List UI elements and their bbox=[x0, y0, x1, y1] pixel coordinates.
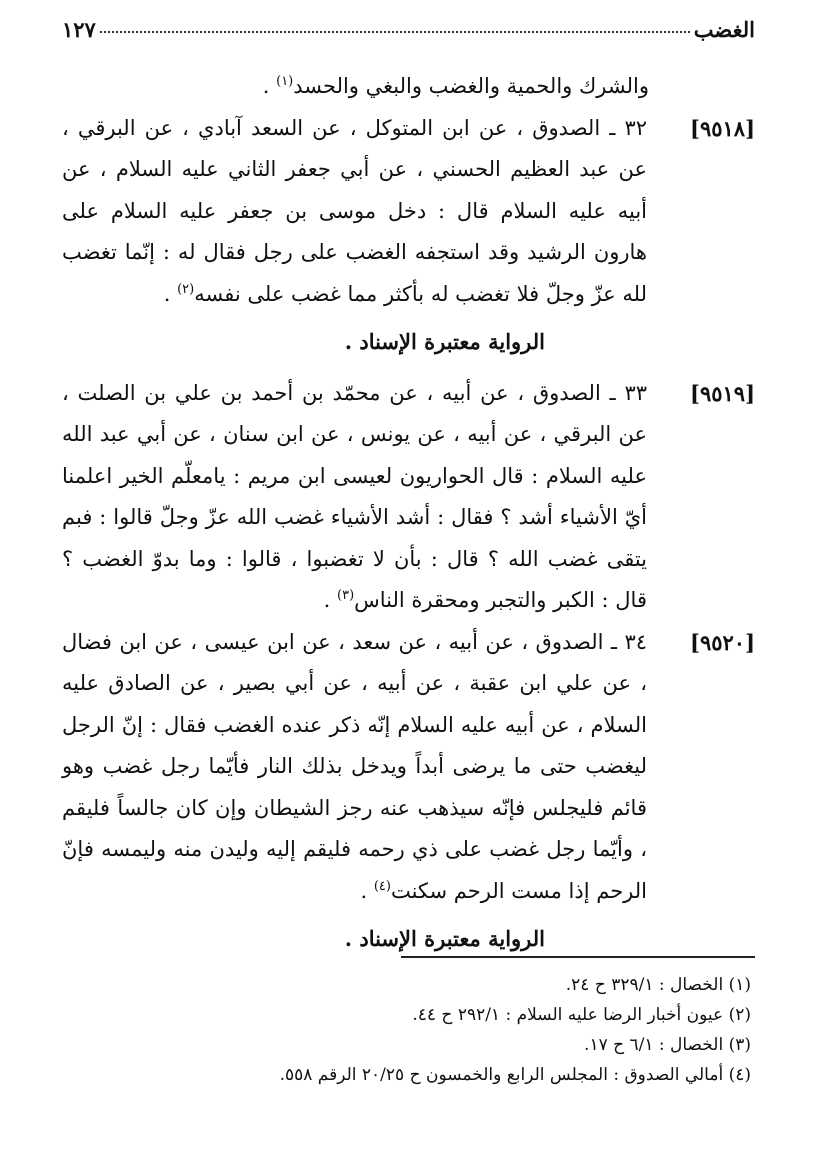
hadith-number: [٩٥٢٠] bbox=[690, 629, 755, 655]
hadith-text bbox=[62, 373, 647, 622]
footnote-separator bbox=[401, 956, 755, 958]
hadith-body: ٣٢ ـ الصدوق ، عن ابن المتوكل ، عن السعد آبادي ، عن البرقي ، عن عبد العظيم الحسني ، عن أبي جعفر الثاني عليه السلام ، عن أبيه عليه السلام قال : دخل موسى بن جعفر عليه السلام على هارون الرشيد وقد استجفه الغضب على رجل فقال له : إنّما تغضب لله عزّ وجلّ فلا تغضب له بأكثر مما غضب على نفسه bbox=[62, 115, 647, 306]
footnote-ref: (٣) bbox=[337, 588, 355, 603]
hadith-number: [٩٥١٩] bbox=[690, 380, 755, 406]
sentence-end: . bbox=[262, 74, 277, 98]
chapter-title: الغضب bbox=[693, 17, 755, 42]
hadith-9518 bbox=[62, 108, 755, 316]
header-dot-leader bbox=[100, 31, 690, 33]
narration-grading-note: الرواية معتبرة الإسناد . bbox=[344, 329, 545, 354]
hadith-body: ٣٣ ـ الصدوق ، عن أبيه ، عن محمّد بن أحمد بن علي بن الصلت ، عن البرقي ، عن أبيه ، عن يونس ، عن ابن سنان ، عن أبي عبد الله عليه السلام : قال الحواريون لعيسى ابن مريم : يامعلّم الخير اعلمنا أيّ الأشياء أشد ؟ فقال : أشد الأشياء غضب الله عزّ وجلّ قالوا : فبم يتقى غضب الله ؟ قال : بأن لا تغضبوا ، قالوا : وما بدوّ الغضب ؟ قال : الكبر والتجبر ومحقرة الناس bbox=[62, 380, 647, 612]
footnote-1: (١) الخصال : ٣٢٩/١ ح ٢٤. bbox=[565, 975, 751, 995]
footnote-ref: (٢) bbox=[177, 281, 195, 297]
sentence-end: . bbox=[163, 281, 178, 306]
running-header bbox=[62, 12, 755, 42]
main-text bbox=[62, 66, 755, 970]
footnote-ref: (٤) bbox=[373, 878, 391, 894]
intro-paragraph bbox=[62, 66, 755, 108]
footnote-3: (٣) الخصال : ٦/١ ح ١٧. bbox=[584, 1035, 751, 1055]
sentence-end: . bbox=[323, 588, 337, 612]
hadith-body: ٣٤ ـ الصدوق ، عن أبيه ، عن سعد ، عن ابن عيسى ، عن ابن فضال ، عن علي ابن عقبة ، عن أبيه ، عن أبي بصير ، عن الصادق عليه السلام ، عن أبيه عليه السلام إنّه ذكر عنده الغضب فقال : إنّ الرجل ليغضب حتى ما يرضى أبداً ويدخل بذلك النار فأيّما رجل غضب وهو قائم فليجلس فإنّه سيذهب عنه رجز الشيطان وإن كان جالساً فليقم ، وأيّما رجل غضب على ذي رحمه فليقم إليه وليدن منه وليمسه فإنّ الرحم إذا مست الرحم سكنت bbox=[62, 629, 647, 903]
footnotes bbox=[62, 970, 751, 1090]
footnote-4: (٤) أمالي الصدوق : المجلس الرابع والخمسون ح ٢٠/٢٥ الرقم ٥٥٨. bbox=[279, 1065, 751, 1085]
footnote-2: (٢) عيون أخبار الرضا عليه السلام : ٢٩٢/١ ح ٤٤. bbox=[412, 1005, 751, 1025]
hadith-text bbox=[62, 622, 647, 913]
sentence-end: . bbox=[360, 878, 374, 903]
page-number: ١٢٧ bbox=[62, 17, 96, 42]
hadith-text bbox=[62, 108, 647, 316]
intro-text: والشرك والحمية والغضب والبغي والحسد bbox=[293, 74, 649, 98]
hadith-9520 bbox=[62, 622, 755, 913]
footnote-ref: (١) bbox=[276, 74, 294, 89]
hadith-number: [٩٥١٨] bbox=[690, 115, 755, 141]
narration-grading-note: الرواية معتبرة الإسناد . bbox=[344, 926, 545, 951]
hadith-9519 bbox=[62, 373, 755, 622]
